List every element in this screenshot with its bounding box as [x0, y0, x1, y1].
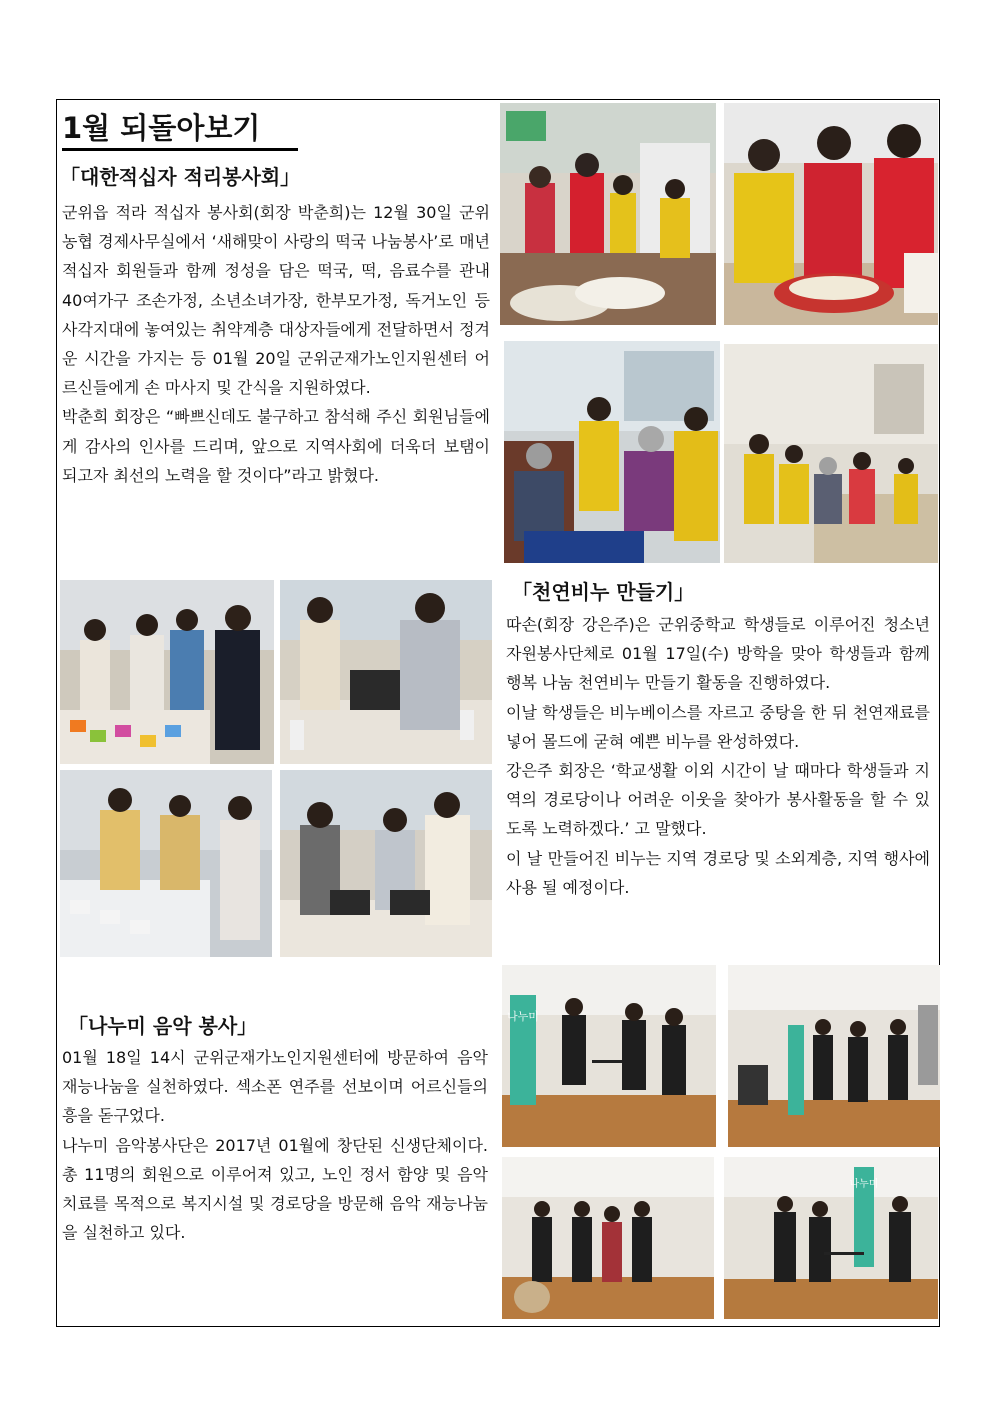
- section-body-redcross: [62, 198, 490, 490]
- photo-soap-making-1: [60, 580, 274, 764]
- redcross-paragraph-2: 박춘희 회장은 “빠쁘신데도 불구하고 참석해 주신 회원님들에게 감사의 인사를 드리며, 앞으로 지역사회에 더욱더 보탬이 되고자 최선의 노력을 할 것이다”라고 밝혔다.: [62, 407, 490, 485]
- section-heading-soap: 「천연비누 만들기」: [512, 580, 695, 604]
- section-heading-music: 「나누미 음악 봉사」: [68, 1014, 258, 1038]
- banner-text-2: 나누미: [849, 1179, 879, 1190]
- section-body-soap: [506, 610, 930, 902]
- photo-music-performance-1: [502, 965, 716, 1147]
- photo-soap-making-3: [60, 770, 272, 957]
- soap-paragraph-1: 따손(회장 강은주)은 군위중학교 학생들로 이루어진 청소년 자원봉사단체로 01월 17일(수) 방학을 맞아 학생들과 함께 행복 나눔 천연비누 만들기 활동을 진행하였다.: [506, 615, 930, 693]
- section-body-music: [62, 1043, 488, 1247]
- photo-soap-making-4: [280, 770, 492, 957]
- photo-redcross-rice-cake-2: [724, 103, 938, 325]
- banner-text-1: 나누미: [507, 1010, 539, 1023]
- music-paragraph-1: 01월 18일 14시 군위군재가노인지원센터에 방문하여 음악재능나눔을 실천하였다. 섹소폰 연주를 선보이며 어르신들의 흥을 돋구었다.: [62, 1048, 488, 1126]
- music-paragraph-2: 나누미 음악봉사단은 2017년 01월에 창단된 신생단체이다. 총 11명의 회원으로 이루어져 있고, 노인 정서 함양 및 음악치료를 목적으로 복지시설 및 경로당을 방문해 음악 재능나눔을 실천하고 있다.: [62, 1135, 488, 1243]
- photo-music-performance-4: [724, 1157, 938, 1319]
- soap-paragraph-3: 강은주 회장은 ‘학교생활 이외 시간이 날 때마다 학생들과 지역의 경로당이나 어려운 이웃을 찾아가 봉사활동을 할 수 있도록 노력하겠다.’ 고 말했다.: [506, 761, 930, 839]
- photo-redcross-hand-massage-2: [724, 344, 938, 563]
- title-underline: [62, 148, 298, 151]
- soap-paragraph-4: 이 날 만들어진 비누는 지역 경로당 및 소외계층, 지역 행사에 사용 될 예정이다.: [506, 848, 930, 897]
- soap-paragraph-2: 이날 학생들은 비누베이스를 자르고 중탕을 한 뒤 천연재료를 넣어 몰드에 굳혀 예쁜 비누를 완성하였다.: [506, 702, 930, 751]
- section-heading-redcross: 「대한적십자 적리봉사회」: [60, 165, 301, 189]
- page-title: 1월 되돌아보기: [62, 111, 261, 145]
- photo-music-performance-2: [728, 965, 940, 1147]
- photo-music-performance-3: [502, 1157, 714, 1319]
- photo-soap-making-2: [280, 580, 492, 764]
- photo-redcross-hand-massage-1: [504, 341, 720, 563]
- photo-redcross-rice-cake-1: [500, 103, 716, 325]
- redcross-paragraph-1: 군위읍 적라 적십자 봉사회(회장 박춘희)는 12월 30일 군위 농협 경제사무실에서 ‘새해맞이 사랑의 떡국 나눔봉사’로 매년 적십자 회원들과 함께 정성을 담은 떡국, 떡, 음료수를 관내 40여가구 조손가정, 소년소녀가장, 한부모가정, 독거노인 등 사각지대에 놓여있는 취약계층 대상자들에게 전달하면서 정겨운 시간을 가지는 등 01월 20일 군위군재가노인지원센터 어르신들에게 손 마사지 및 간식을 지원하였다.: [62, 203, 490, 398]
